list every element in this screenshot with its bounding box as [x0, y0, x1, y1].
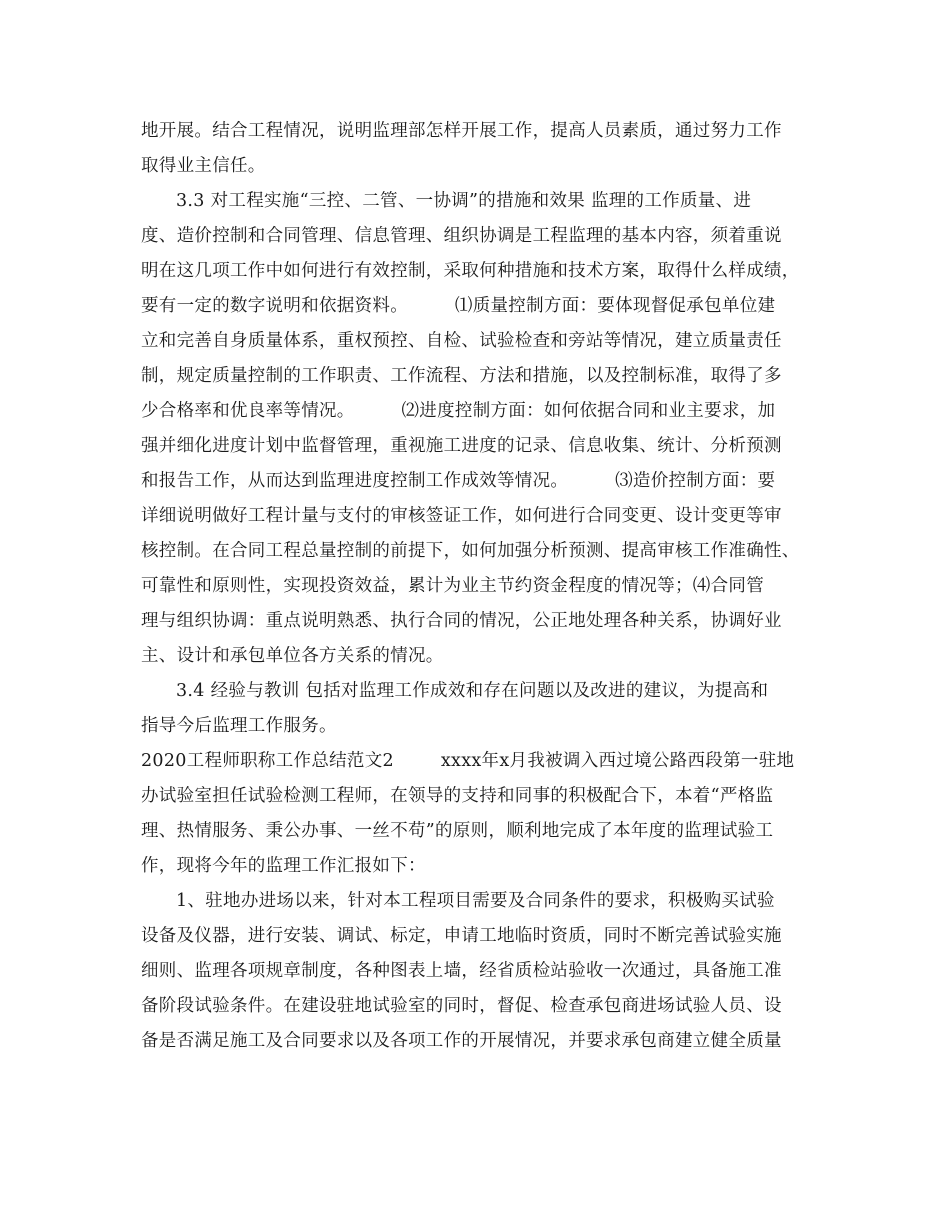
text-line: 作，现将今年的监理工作汇报如下：	[141, 856, 426, 876]
text-line: 取得业主信任。	[141, 156, 266, 176]
text-line: 和报告工作，从而达到监理进度控制工作成效等情况。 ⑶造价控制方面：要	[141, 471, 776, 491]
text-line: 制，规定质量控制的工作职责、工作流程、方法和措施，以及控制标准，取得了多	[141, 366, 782, 386]
text-line: 可靠性和原则性，实现投资效益，累计为业主节约资金程度的情况等；⑷合同管	[141, 576, 764, 596]
section-3-4-heading-line: 3.4 经验与教训 包括对监理工作成效和存在问题以及改进的建议，为提高和	[176, 681, 769, 701]
text-line: 少合格率和优良率等情况。 ⑵进度控制方面：如何依据合同和业主要求，加	[141, 401, 776, 421]
text-line: 指导今后监理工作服务。	[141, 716, 337, 736]
text-line: 备是否满足施工及合同要求以及各项工作的开展情况，并要求承包商建立健全质量	[141, 1031, 782, 1051]
text-line: 办试验室担任试验检测工程师，在领导的支持和同事的积极配合下，本着“严格监	[141, 786, 774, 806]
text-line: 详细说明做好工程计量与支付的审核签证工作，如何进行合同变更、设计变更等审	[141, 506, 782, 526]
text-line: 设备及仪器，进行安装、调试、标定，申请工地临时资质，同时不断完善试验实施	[141, 926, 782, 946]
text-line: 要有一定的数字说明和依据资料。 ⑴质量控制方面：要体现督促承包单位建	[141, 296, 776, 316]
text-line: 理、热情服务、秉公办事、一丝不苟”的原则，顺利地完成了本年度的监理试验工	[141, 821, 774, 841]
paragraph-1-start-line: 1、驻地办进场以来，针对本工程项目需要及合同条件的要求，积极购买试验	[176, 891, 775, 911]
article-title-line: 2020工程师职称工作总结范文2 xxxx年x月我被调入西过境公路西段第一驻地	[141, 751, 795, 771]
text-line: 度、造价控制和合同管理、信息管理、组织协调是工程监理的基本内容，须着重说	[141, 226, 782, 246]
text-line: 理与组织协调：重点说明熟悉、执行合同的情况，公正地处理各种关系，协调好业	[141, 611, 782, 631]
section-3-3-heading-line: 3.3 对工程实施“三控、二管、一协调”的措施和效果 监理的工作质量、进	[176, 191, 752, 211]
text-line: 细则、监理各项规章制度，各种图表上墙，经省质检站验收一次通过，具备施工准	[141, 961, 782, 981]
text-line: 明在这几项工作中如何进行有效控制，采取何种措施和技术方案，取得什么样成绩，	[141, 261, 800, 281]
text-line: 强并细化进度计划中监督管理，重视施工进度的记录、信息收集、统计、分析预测	[141, 436, 782, 456]
text-line: 备阶段试验条件。在建设驻地试验室的同时，督促、检查承包商进场试验人员、设	[141, 996, 782, 1016]
text-line: 主、设计和承包单位各方关系的情况。	[141, 646, 444, 666]
text-line: 立和完善自身质量体系，重权预控、自检、试验检查和旁站等情况，建立质量责任	[141, 331, 782, 351]
text-line: 核控制。在合同工程总量控制的前提下，如何加强分析预测、提高审核工作准确性、	[141, 541, 800, 561]
text-line: 地开展。结合工程情况，说明监理部怎样开展工作，提高人员素质，通过努力工作	[141, 121, 782, 141]
